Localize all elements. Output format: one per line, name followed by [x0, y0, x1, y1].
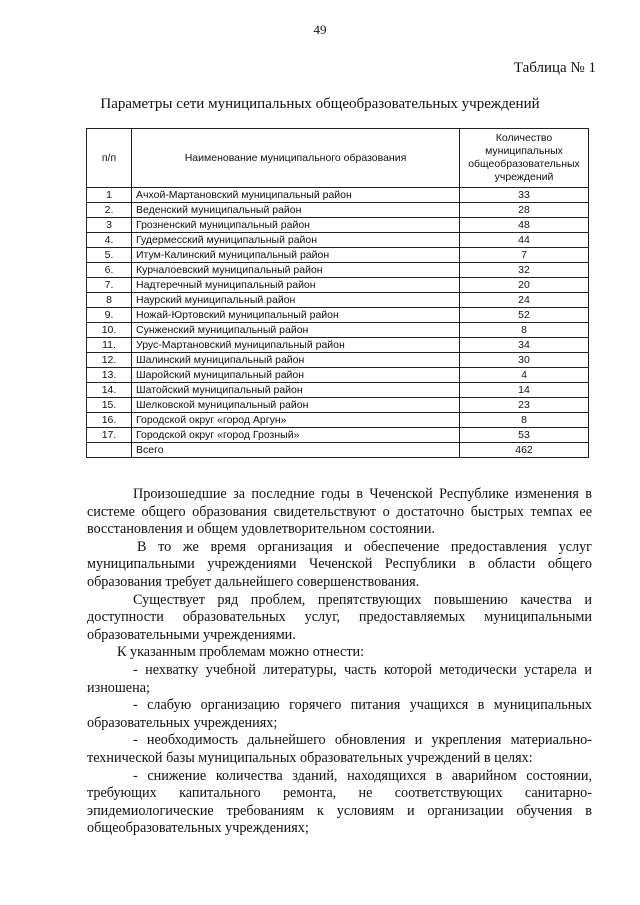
table-row [87, 248, 589, 263]
row-num: 11. [87, 338, 132, 353]
row-name: Ачхой-Мартановский муниципальный район [132, 188, 460, 203]
row-num: 12. [87, 353, 132, 368]
table-row [87, 323, 589, 338]
row-count: 20 [460, 278, 589, 293]
row-num: 13. [87, 368, 132, 383]
table-row [87, 383, 589, 398]
row-num: 7. [87, 278, 132, 293]
row-name: Сунженский муниципальный район [132, 323, 460, 338]
table-caption: Таблица № 1 [513, 60, 596, 76]
row-count: 52 [460, 308, 589, 323]
table-title: Параметры сети муниципальных общеобразовательных учреждений [100, 96, 540, 112]
row-name: Шалинский муниципальный район [132, 353, 460, 368]
row-count: 4 [460, 368, 589, 383]
paragraph-3: Существует ряд проблем, препятствующих повышению качества и доступности образовательных услуг, предоставляемых муниципальными образовательными учреждениями. [87, 591, 592, 643]
body-text [87, 486, 592, 838]
paragraph-4: К указанным проблемам можно отнести: [117, 644, 365, 661]
table-row [87, 278, 589, 293]
row-name: Ножай-Юртовский муниципальный район [132, 308, 460, 323]
header-name: Наименование муниципального образования [132, 129, 460, 188]
row-count: 53 [460, 428, 589, 443]
row-name: Курчалоевский муниципальный район [132, 263, 460, 278]
paragraph-1: Произошедшие за последние годы в Чеченской Республике изменения в системе общего образования свидетельствуют о достаточно быстрых темпах ее восстановления и общем удовлетворительном состоянии. [87, 486, 592, 538]
row-name: Городской округ «город Аргун» [132, 413, 460, 428]
total-count: 462 [460, 443, 589, 458]
table-row [87, 413, 589, 428]
table-row [87, 338, 589, 353]
total-num-cell [87, 443, 132, 458]
row-num: 14. [87, 383, 132, 398]
row-num: 15. [87, 398, 132, 413]
table-row [87, 263, 589, 278]
row-name: Городской округ «город Грозный» [132, 428, 460, 443]
row-count: 32 [460, 263, 589, 278]
row-count: 48 [460, 218, 589, 233]
row-name: Шелковской муниципальный район [132, 398, 460, 413]
table-row [87, 353, 589, 368]
table-row [87, 428, 589, 443]
row-count: 34 [460, 338, 589, 353]
row-name: Грозненский муниципальный район [132, 218, 460, 233]
row-count: 33 [460, 188, 589, 203]
table-row [87, 293, 589, 308]
row-count: 14 [460, 383, 589, 398]
header-num: п/п [87, 129, 132, 188]
row-num: 3 [87, 218, 132, 233]
row-count: 24 [460, 293, 589, 308]
row-name: Шаройский муниципальный район [132, 368, 460, 383]
table-row [87, 203, 589, 218]
row-num: 17. [87, 428, 132, 443]
row-count: 30 [460, 353, 589, 368]
header-count: Количество муниципальных общеобразовательных учреждений [460, 129, 589, 188]
total-row [87, 443, 589, 458]
row-name: Урус-Мартановский муниципальный район [132, 338, 460, 353]
table-row [87, 218, 589, 233]
table-row [87, 188, 589, 203]
list-item-2: - слабую организацию горячего питания учащихся в муниципальных образовательных учреждениях; [87, 697, 592, 731]
row-num: 4. [87, 233, 132, 248]
row-num: 6. [87, 263, 132, 278]
row-name: Наурский муниципальный район [132, 293, 460, 308]
row-count: 8 [460, 413, 589, 428]
list-item-3: - необходимость дальнейшего обновления и укрепления материально-технической базы муниципальных образовательных учреждений в целях: [87, 732, 592, 766]
list-item-1: - нехватку учебной литературы, часть которой методически устарела и изношена; [87, 661, 592, 696]
row-num: 10. [87, 323, 132, 338]
row-num: 16. [87, 413, 132, 428]
row-count: 8 [460, 323, 589, 338]
parameters-table [86, 128, 589, 458]
row-num: 9. [87, 308, 132, 323]
list-item-4: - снижение количества зданий, находящихся в аварийном состоянии, требующих капитального ремонта, не соответствующих санитарно-эпидемиологические требованиям к условиям и организации обучения в общеобразовательных учреждениях; [87, 767, 592, 837]
paragraph-2: В то же время организация и обеспечение предоставления услуг муниципальными учреждениями Чеченской Республики в области общего образования требует дальнейшего совершенствования. [87, 538, 592, 590]
page-number: 49 [313, 22, 327, 37]
table-row [87, 398, 589, 413]
table-row [87, 368, 589, 383]
row-count: 7 [460, 248, 589, 263]
table-header-row [87, 129, 589, 188]
row-name: Надтеречный муниципальный район [132, 278, 460, 293]
row-num: 2. [87, 203, 132, 218]
table-row [87, 308, 589, 323]
row-num: 8 [87, 293, 132, 308]
row-count: 28 [460, 203, 589, 218]
row-count: 23 [460, 398, 589, 413]
row-name: Веденский муниципальный район [132, 203, 460, 218]
table-row [87, 233, 589, 248]
total-label: Всего [132, 443, 460, 458]
row-num: 5. [87, 248, 132, 263]
row-count: 44 [460, 233, 589, 248]
row-name: Гудермесский муниципальный район [132, 233, 460, 248]
row-name: Шатойский муниципальный район [132, 383, 460, 398]
row-num: 1 [87, 188, 132, 203]
row-name: Итум-Калинский муниципальный район [132, 248, 460, 263]
